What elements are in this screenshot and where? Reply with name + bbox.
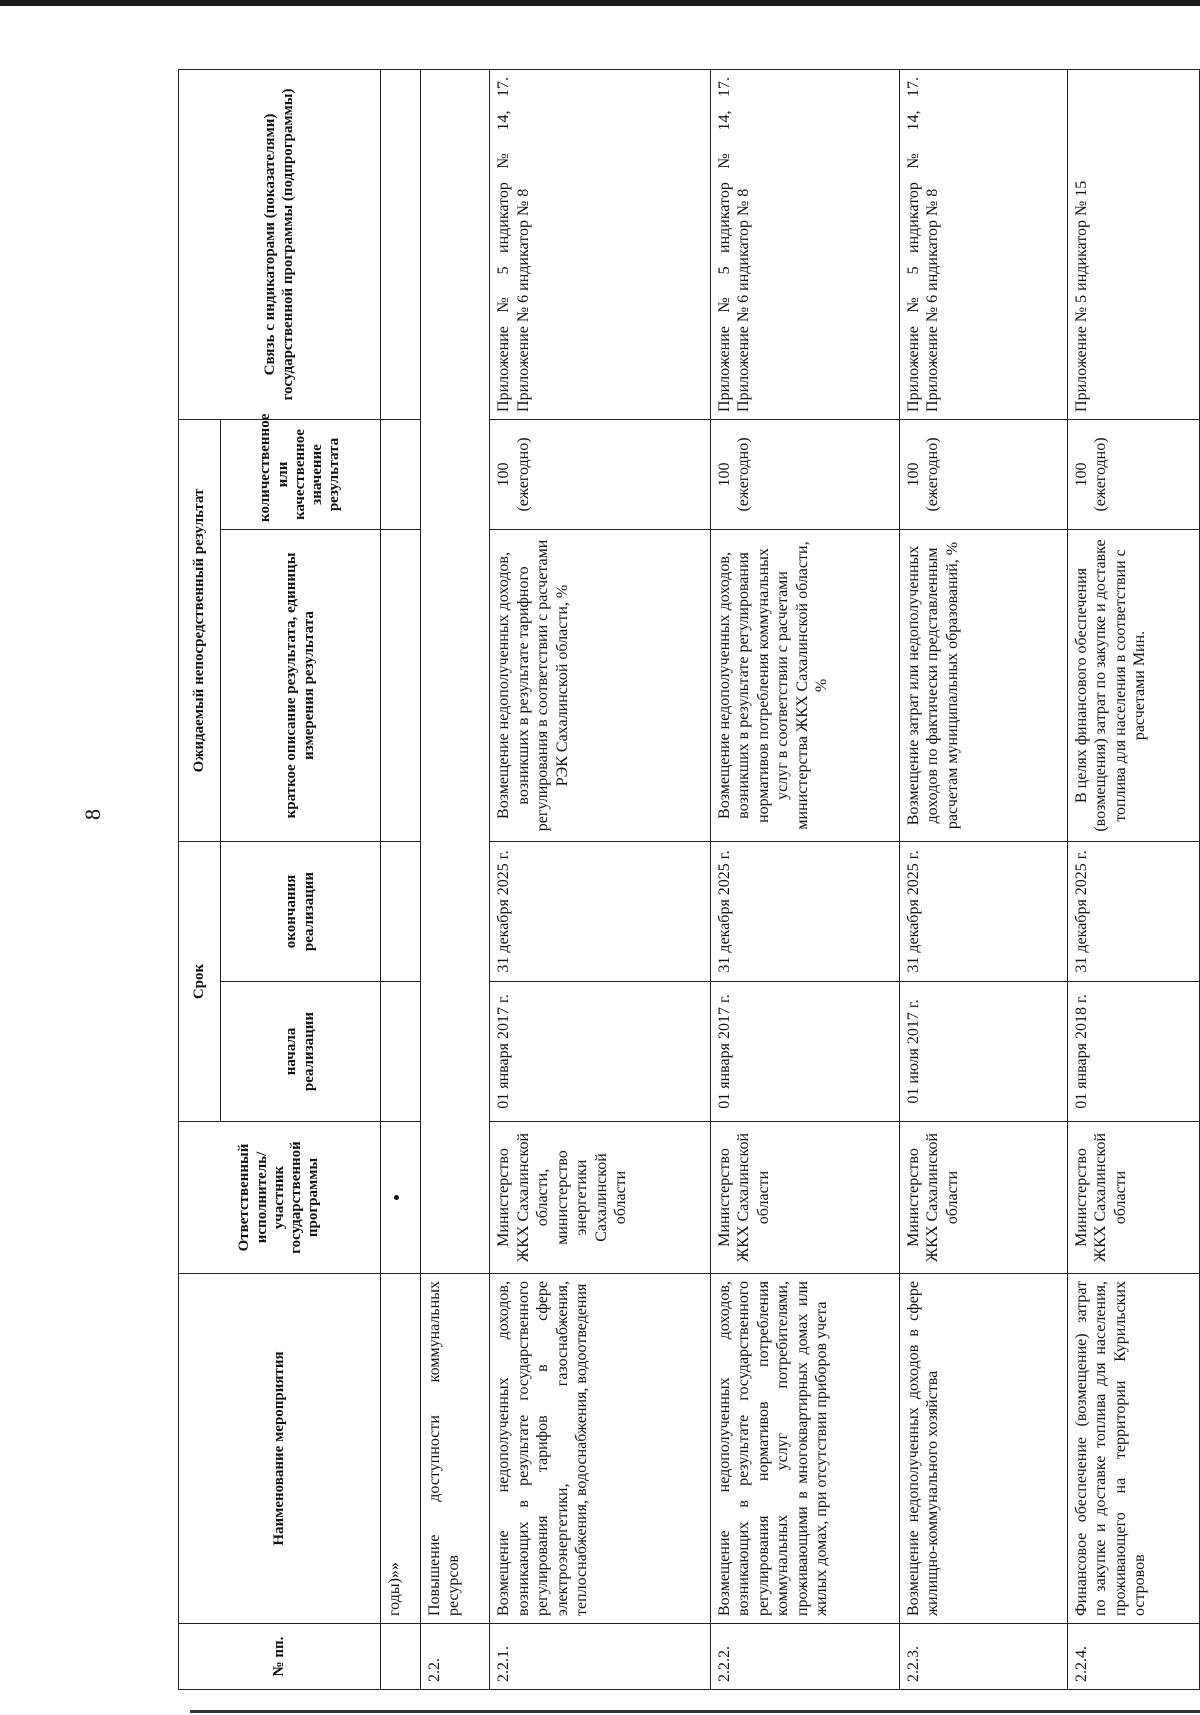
row-value: 100 (ежегодно) — [1067, 419, 1199, 529]
header-start: начала реализации — [221, 982, 381, 1122]
row-name: Возмещение недополученных доходов, возникающих в результате государственного регулирования тарифов в сфере электроэнергетики, газоснабжения, теплоснабжения, водоснабжения, водоотведения — [490, 1274, 711, 1624]
page-number: 8 — [80, 809, 105, 820]
row-name: Возмещение недополученных доходов в сфере жилищно-коммунального хозяйства — [899, 1274, 1067, 1624]
row-name: Финансовое обеспечение (возмещение) затрат по закупке и доставке топлива для населения, проживающего на территории Курильских островов — [1067, 1274, 1199, 1624]
row-name: Возмещение недополученных доходов, возникающих в результате государственного регулирования нормативов потребления коммунальных услуг потребителями, проживающими в многоквартирных домах или жилых домах, при отсутствии приборов учета — [710, 1274, 899, 1624]
row-value: 100 (ежегодно) — [710, 419, 899, 529]
row-link: Приложение № 5 индикатор № 14, 17. Приложение № 6 индикатор № 8 — [490, 69, 711, 419]
row-desc: Возмещение затрат или недополученных доходов по фактически представленным расчетам муниципальных образований, % — [899, 529, 1067, 841]
row-desc: Возмещение недополученных доходов, возникших в результате регулирования нормативов потребления коммунальных услуг в соответствии с расчетами министерства ЖКХ Сахалинской области, % — [710, 529, 899, 841]
row-executor: Министерство ЖКХ Сахалинской области — [899, 1122, 1067, 1274]
row-desc: Возмещение недополученных доходов, возникших в результате тарифного регулирования в соответствии с расчетами РЭК Сахалинской области, % — [490, 529, 711, 841]
row-start: 01 января 2017 г. — [490, 982, 711, 1122]
row-num: 2.2.4. — [1067, 1624, 1199, 1690]
table-row — [899, 69, 1067, 1689]
row-end: 31 декабря 2025 г. — [899, 841, 1067, 981]
table-row — [490, 69, 711, 1689]
section-num: 2.2. — [420, 1624, 489, 1690]
dot-mark — [394, 1195, 399, 1200]
table-row — [710, 69, 899, 1689]
header-end: окончания реализации — [221, 841, 381, 981]
rotated-table-container — [178, 70, 1200, 1690]
section-title: Повышение доступности коммунальных ресурсов — [420, 1274, 489, 1624]
header-row-1 — [179, 69, 221, 1689]
row-executor: Министерство ЖКХ Сахалинской области, министерство энергетики Сахалинской области — [490, 1122, 711, 1274]
row-start: 01 июля 2017 г. — [899, 982, 1067, 1122]
header-result: Ожидаемый непосредственный результат — [179, 419, 221, 841]
row-link: Приложение № 5 индикатор № 15 — [1067, 69, 1199, 419]
row-num: 2.2.2. — [710, 1624, 899, 1690]
header-desc: краткое описание результата, единицы измерения результата — [221, 529, 381, 841]
row-executor: Министерство ЖКХ Сахалинской области — [710, 1122, 899, 1274]
header-executor: Ответственный исполнитель/ участник государственной программы — [179, 1122, 381, 1274]
row-value: 100 (ежегодно) — [899, 419, 1067, 529]
row-start: 01 января 2017 г. — [710, 982, 899, 1122]
header-num: № пп. — [179, 1624, 381, 1690]
section-row — [420, 69, 489, 1689]
header-link: Связь с индикаторами (показателями) государственной программы (подпрограммы) — [179, 69, 381, 419]
row-end: 31 декабря 2025 г. — [710, 841, 899, 981]
measures-table — [178, 69, 1200, 1690]
row-end: 31 декабря 2025 г. — [1067, 841, 1199, 981]
row-start: 01 января 2018 г. — [1067, 982, 1199, 1122]
scan-edge-top — [0, 0, 1200, 6]
scan-edge-bottom — [190, 1710, 1200, 1713]
row-num: 2.2.3. — [899, 1624, 1067, 1690]
row-link: Приложение № 5 индикатор № 14, 17. Приложение № 6 индикатор № 8 — [899, 69, 1067, 419]
row-value: 100 (ежегодно) — [490, 419, 711, 529]
header-name: Наименование мероприятия — [179, 1274, 381, 1624]
row-desc: В целях финансового обеспечения (возмещения) затрат по закупке и доставке топлива для населения в соответствии с расчетами Мин. — [1067, 529, 1199, 841]
header-term: Срок — [179, 841, 221, 1121]
row-num: 2.2.1. — [490, 1624, 711, 1690]
row-end: 31 декабря 2025 г. — [490, 841, 711, 981]
carry-over-text: годы)»» — [381, 1274, 421, 1624]
row-link: Приложение № 5 индикатор № 14, 17. Приложение № 6 индикатор № 8 — [710, 69, 899, 419]
carry-over-row — [381, 69, 421, 1689]
row-executor: Министерство ЖКХ Сахалинской области — [1067, 1122, 1199, 1274]
header-value: количественное или качественное значение результата — [221, 419, 381, 529]
table-row — [1067, 69, 1199, 1689]
